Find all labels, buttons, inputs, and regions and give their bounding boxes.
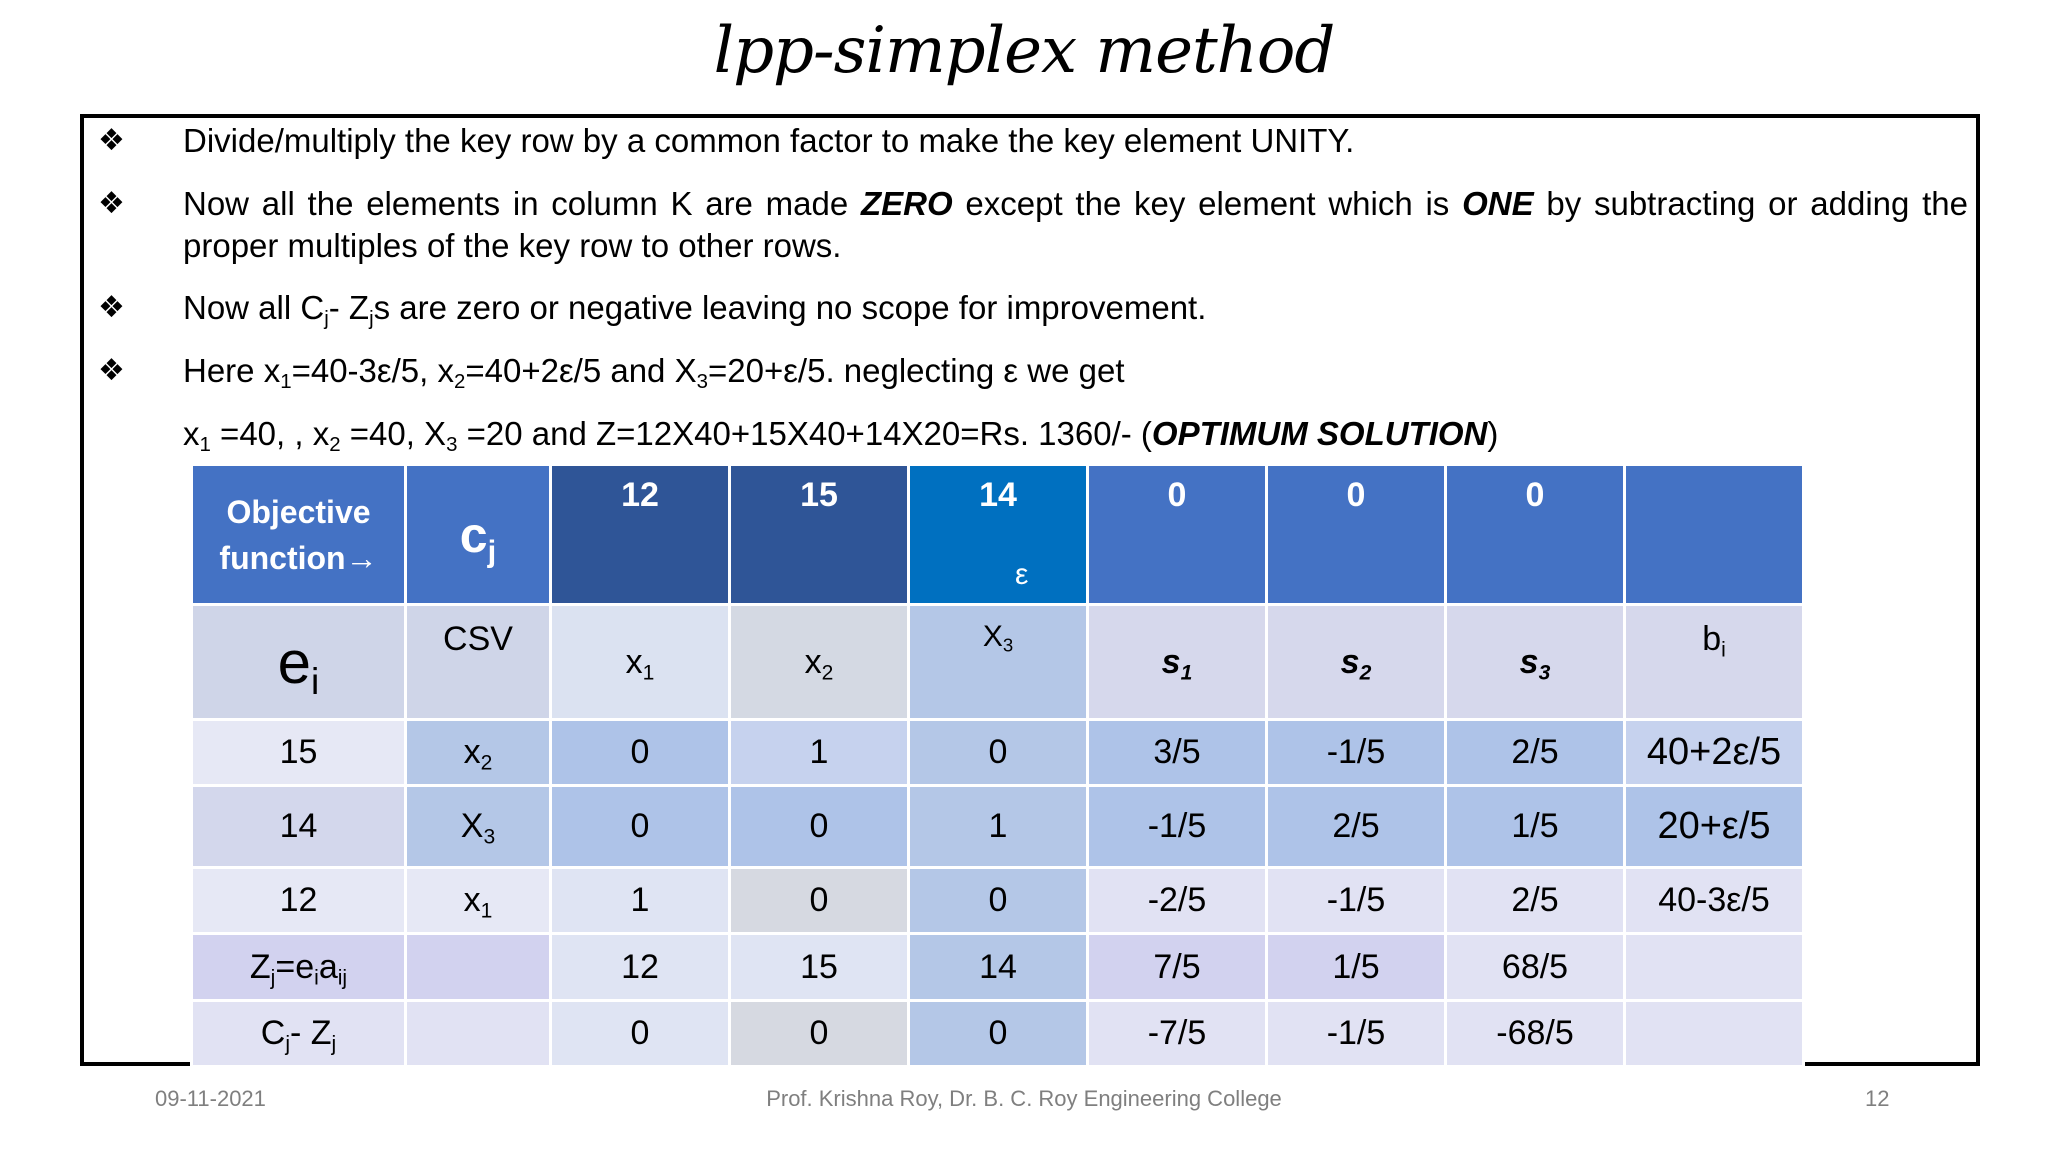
table-row <box>192 720 1804 786</box>
epsilon-label: ε <box>1015 558 1029 591</box>
zj-empty <box>406 934 551 1001</box>
cell: -1/5 <box>1267 720 1446 786</box>
zj-cell: 68/5 <box>1446 934 1625 1001</box>
cj-zj-cell: 0 <box>909 1001 1088 1067</box>
x1-header: $x_1$ <box>551 605 730 720</box>
cj-value: 15 <box>730 465 909 605</box>
bullet-diamond-icon: ❖ <box>98 291 125 324</box>
zj-label: $Z_j=e_ia_{ij}$ <box>192 934 406 1001</box>
zj-empty <box>1625 934 1804 1001</box>
cj-zj-label: $C_j-$ $Z_j$ <box>192 1001 406 1067</box>
cj-zj-cell: 0 <box>730 1001 909 1067</box>
cell: 2/5 <box>1446 720 1625 786</box>
cell: 1 <box>551 868 730 934</box>
cj-label: $c_j$ <box>406 465 551 605</box>
cell: 0 <box>730 868 909 934</box>
bullet-3-text: Now all $C_j-$ $Z_js$ are zero or negative leaving no scope for improvement. <box>183 289 1207 331</box>
cj-empty <box>1625 465 1804 605</box>
cell: 0 <box>909 868 1088 934</box>
cj-zj-row <box>192 1001 1804 1067</box>
zj-cell: 1/5 <box>1267 934 1446 1001</box>
bi-header: $b_i$ <box>1625 605 1804 720</box>
footer-author: Prof. Krishna Roy, Dr. B. C. Roy Engineering College <box>766 1086 1282 1111</box>
cj-zj-cell: 0 <box>551 1001 730 1067</box>
s1-header: $s_1$ <box>1088 605 1267 720</box>
ei-cell: 12 <box>192 868 406 934</box>
cj-row <box>192 465 1804 605</box>
cell: 20+ε/5 <box>1625 786 1804 868</box>
csv-header: CSV <box>406 605 551 720</box>
bullet-diamond-icon: ❖ <box>98 354 125 387</box>
csv-cell: $X_3$ <box>406 786 551 868</box>
ei-cell: 14 <box>192 786 406 868</box>
cell: 0 <box>551 720 730 786</box>
bullet-4 <box>98 350 1968 392</box>
solution-text: $x_1 =40$, , $x_2 =40$, $X_3 =20$ and Z=12X40+15X40+14X20=Rs. 1360/- (OPTIMUM SOLUTION) <box>183 415 1499 457</box>
cj-zj-empty <box>406 1001 551 1067</box>
ei-header: $e_i$ <box>192 605 406 720</box>
zj-cell: 12 <box>551 934 730 1001</box>
s2-header: $s_2$ <box>1267 605 1446 720</box>
cell: 2/5 <box>1267 786 1446 868</box>
footer-date: 09-11-2021 <box>155 1086 266 1111</box>
objective-function-label: Objective function→ <box>192 465 406 605</box>
csv-cell: $x_2$ <box>406 720 551 786</box>
bullet-2 <box>98 183 1968 267</box>
cell: -2/5 <box>1088 868 1267 934</box>
bullet-4-text: Here $x_1=40-3\varepsilon/5$, $x_2=40+2\varepsilon/5$ and $X_3=20+\varepsilon/5$. neglecting ε we get <box>183 352 1125 394</box>
bullet-1-text: Divide/multiply the key row by a common factor to make the key element UNITY. <box>183 122 1355 159</box>
cell: 0 <box>909 720 1088 786</box>
cj-zj-empty <box>1625 1001 1804 1067</box>
cj-zj-cell: -1/5 <box>1267 1001 1446 1067</box>
bullet-2-text: Now all the elements in column K are made ZERO except the key element which is ONE by subtracting or adding the proper multiples of the key row to other rows. <box>183 185 1968 264</box>
cell: 40+2ε/5 <box>1625 720 1804 786</box>
table-row <box>192 786 1804 868</box>
cell: 3/5 <box>1088 720 1267 786</box>
cell: -1/5 <box>1267 868 1446 934</box>
s3-header: $s_3$ <box>1446 605 1625 720</box>
cell: 1 <box>730 720 909 786</box>
bullet-diamond-icon: ❖ <box>98 187 125 220</box>
cell: 0 <box>551 786 730 868</box>
zj-cell: 15 <box>730 934 909 1001</box>
cell: 40-3ε/5 <box>1625 868 1804 934</box>
ei-cell: 15 <box>192 720 406 786</box>
bullet-3 <box>98 287 1968 329</box>
bullet-1 <box>98 120 1968 162</box>
x3-header: $X_3$ <box>909 605 1088 720</box>
cj-value: 0 <box>1267 465 1446 605</box>
solution-line <box>98 413 1968 455</box>
cj-value: 0 <box>1446 465 1625 605</box>
cell: 2/5 <box>1446 868 1625 934</box>
slide-title: lpp-simplex method <box>713 14 1335 88</box>
cell: 1 <box>909 786 1088 868</box>
cell: 0 <box>730 786 909 868</box>
cell: -1/5 <box>1088 786 1267 868</box>
cj-zj-cell: -68/5 <box>1446 1001 1625 1067</box>
table-row <box>192 868 1804 934</box>
cell: 1/5 <box>1446 786 1625 868</box>
header-row <box>192 605 1804 720</box>
footer-page-number: 12 <box>1865 1086 1890 1111</box>
bullet-diamond-icon: ❖ <box>98 124 125 157</box>
cj-value: 12 <box>551 465 730 605</box>
zj-cell: 14 <box>909 934 1088 1001</box>
zj-row <box>192 934 1804 1001</box>
simplex-table <box>190 463 1805 1068</box>
csv-cell: $x_1$ <box>406 868 551 934</box>
cj-value: 0 <box>1088 465 1267 605</box>
x2-header: $x_2$ <box>730 605 909 720</box>
cj-zj-cell: -7/5 <box>1088 1001 1267 1067</box>
zj-cell: 7/5 <box>1088 934 1267 1001</box>
cj-value: 14 ε <box>909 465 1088 605</box>
